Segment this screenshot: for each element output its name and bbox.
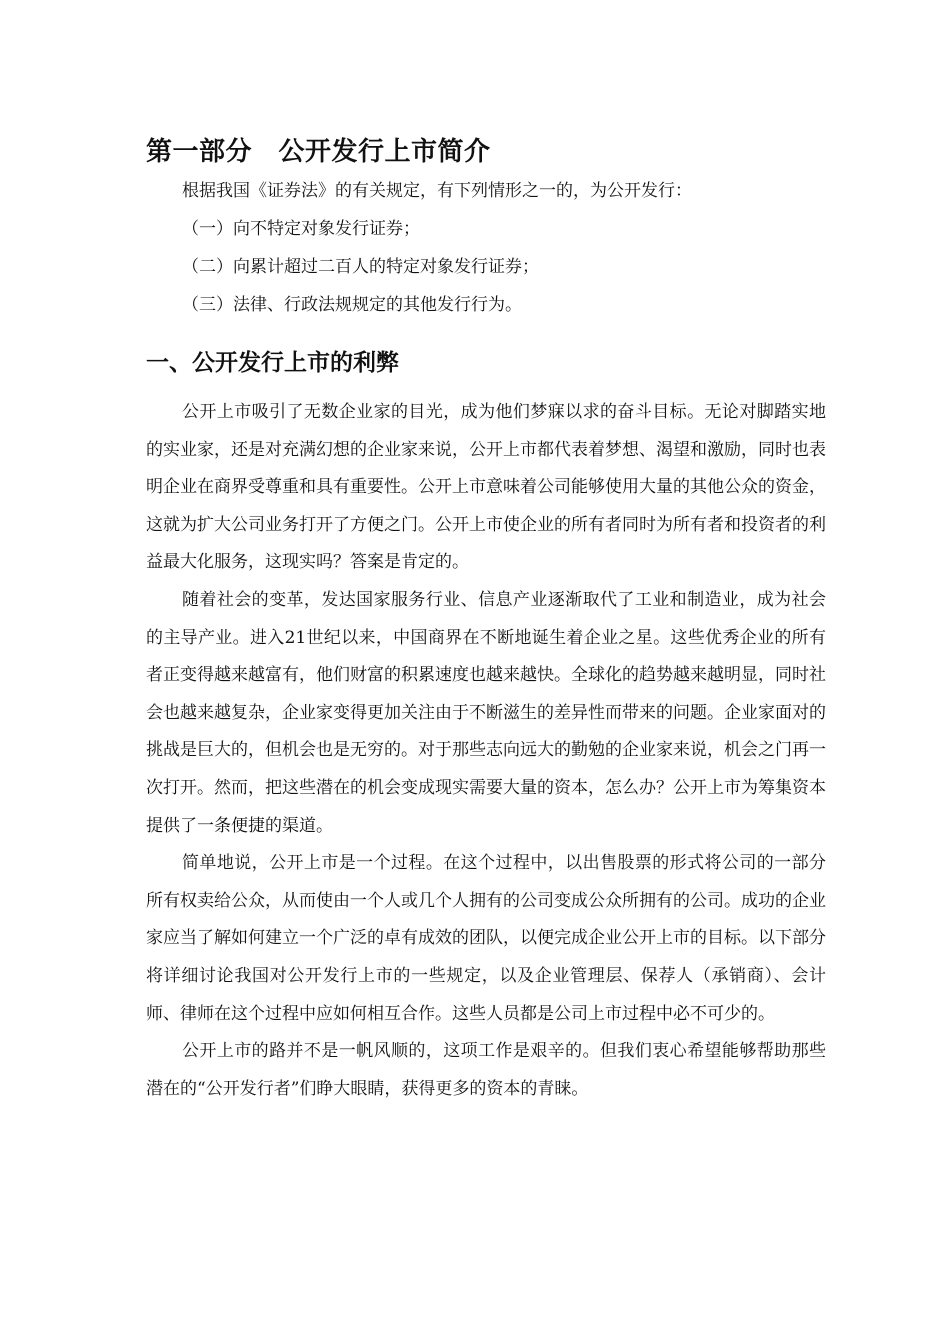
intro-lead: 根据我国《证券法》的有关规定，有下列情形之一的，为公开发行： xyxy=(182,181,692,201)
part-title: 第一部分 公开发行上市简介 xyxy=(146,137,491,167)
body-paragraph: 公开上市的路并不是一帆风顺的，这项工作是艰辛的。但我们衷心希望能够帮助那些潜在的“公开发行者”们睁大眼睛，获得更多的资本的青睐。 xyxy=(146,1041,826,1099)
intro-item: （一）向不特定对象发行证券； xyxy=(182,219,420,239)
body-paragraph: 随着社会的变革，发达国家服务行业、信息产业逐渐取代了工业和制造业，成为社会的主导产业。进入21世纪以来，中国商界在不断地诞生着企业之星。这些优秀企业的所有者正变得越来越富有，他们财富的积累速度也越来越快。全球化的趋势越来越明显，同时社会也越来越复杂，企业家变得更加关注由于不断滋生的差异性而带来的问题。企业家面对的挑战是巨大的，但机会也是无穷的。对于那些志向远大的勤勉的企业家来说，机会之门再一次打开。然而，把这些潜在的机会变成现实需要大量的资本，怎么办？公开上市为筹集资本提供了一条便捷的渠道。 xyxy=(146,589,826,836)
intro-block xyxy=(146,172,826,324)
body-paragraph: 公开上市吸引了无数企业家的目光，成为他们梦寐以求的奋斗目标。无论对脚踏实地的实业家，还是对充满幻想的企业家来说，公开上市都代表着梦想、渴望和激励，同时也表明企业在商界受尊重和具有重要性。公开上市意味着公司能够使用大量的其他公众的资金，这就为扩大公司业务打开了方便之门。公开上市使企业的所有者同时为所有者和投资者的利益最大化服务，这现实吗？答案是肯定的。 xyxy=(146,402,826,573)
intro-item: （三）法律、行政法规规定的其他发行行为。 xyxy=(182,295,522,315)
section-body xyxy=(146,394,826,1108)
intro-item: （二）向累计超过二百人的特定对象发行证券； xyxy=(182,257,539,277)
body-paragraph: 简单地说，公开上市是一个过程。在这个过程中，以出售股票的形式将公司的一部分所有权卖给公众，从而使由一个人或几个人拥有的公司变成公众所拥有的公司。成功的企业家应当了解如何建立一个广泛的卓有成效的团队，以便完成企业公开上市的目标。以下部分将详细讨论我国对公开发行上市的一些规定，以及企业管理层、保荐人（承销商）、会计师、律师在这个过程中应如何相互合作。这些人员都是公司上市过程中必不可少的。 xyxy=(146,853,826,1024)
section-title: 一、公开发行上市的利弊 xyxy=(146,349,399,376)
